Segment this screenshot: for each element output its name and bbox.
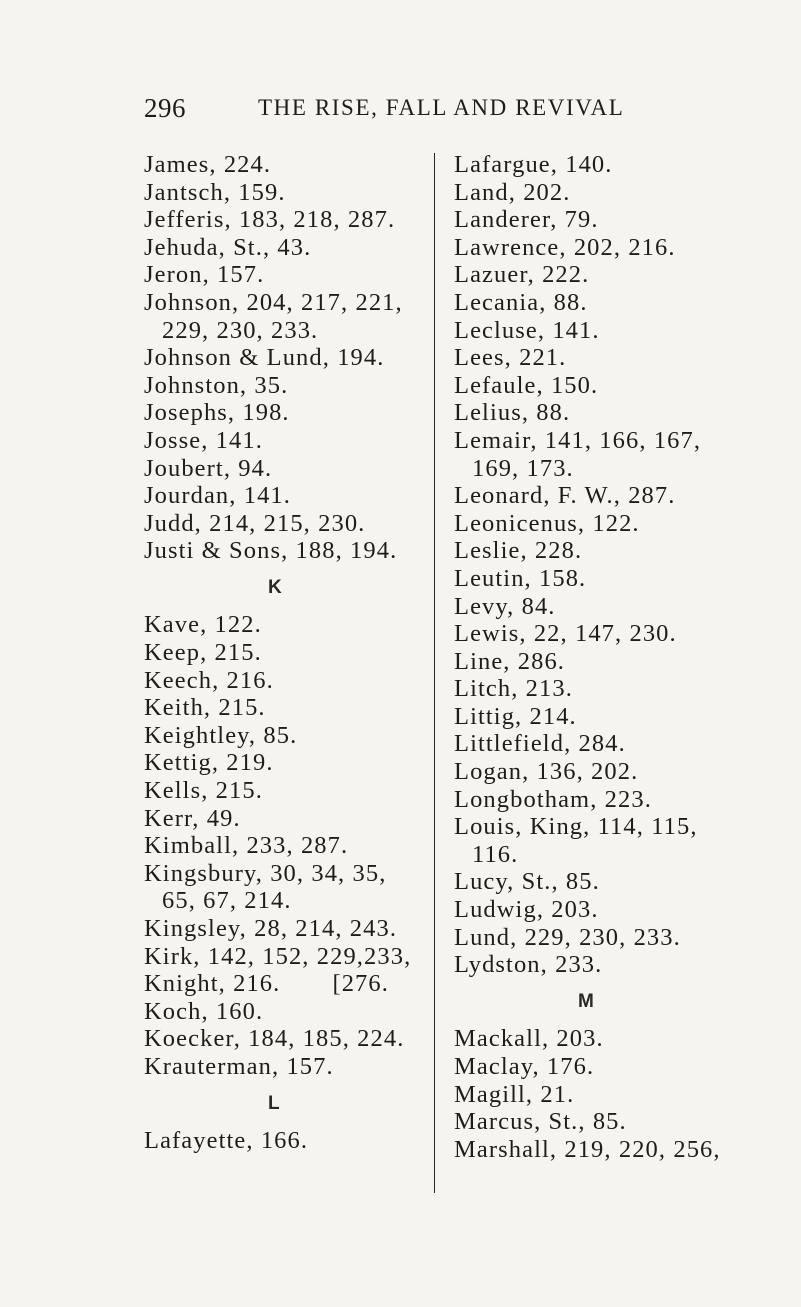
- index-entry: Kettig, 219.: [144, 749, 274, 777]
- index-entry: Lund, 229, 230, 233.: [454, 923, 681, 951]
- index-entry: Longbotham, 223.: [454, 785, 652, 813]
- index-entry: Josse, 141.: [144, 426, 263, 454]
- index-entry: Lewis, 22, 147, 230.: [454, 620, 677, 648]
- index-entry: Lees, 221.: [454, 344, 567, 372]
- index-entry: Jehuda, St., 43.: [144, 233, 312, 261]
- index-entry: Lecania, 88.: [454, 288, 588, 316]
- index-entry: Lemair, 141, 166, 167,: [454, 426, 702, 454]
- index-entry: Keep, 215.: [144, 639, 262, 666]
- index-entry: Littig, 214.: [454, 702, 577, 730]
- running-title: THE RISE, FALL AND REVIVAL: [258, 95, 625, 120]
- index-entry-carryover: [276.: [332, 970, 389, 998]
- index-entry: [144, 970, 429, 998]
- column-divider: [434, 153, 435, 1193]
- index-entry: Keith, 215.: [144, 694, 266, 722]
- index-entry: Lefaule, 150.: [454, 371, 599, 399]
- index-entry: Judd, 214, 215, 230.: [144, 509, 366, 537]
- index-entry: Levy, 84.: [454, 592, 556, 620]
- index-entry: Krauterman, 157.: [144, 1052, 334, 1080]
- index-entry: Marshall, 219, 220, 256,: [454, 1135, 721, 1163]
- index-entry: Leutin, 158.: [454, 564, 587, 592]
- index-column-left: [144, 151, 429, 1155]
- index-entry: Land, 202.: [454, 178, 571, 206]
- index-entry: Leslie, 228.: [454, 537, 583, 565]
- index-entry: James, 224.: [144, 151, 272, 178]
- index-entry: Kingsbury, 30, 34, 35,: [144, 859, 387, 887]
- index-entry: Keightley, 85.: [144, 721, 298, 749]
- index-entry: Lafayette, 166.: [144, 1127, 309, 1154]
- index-entry: Koecker, 184, 185, 224.: [144, 1025, 405, 1053]
- index-entry: Ludwig, 203.: [454, 896, 599, 924]
- index-entry: Mackall, 203.: [454, 1025, 604, 1053]
- index-entry: Lucy, St., 85.: [454, 868, 600, 896]
- index-entry: Joubert, 94.: [144, 454, 273, 482]
- section-heading-k: K: [268, 576, 283, 598]
- index-entry: Lecluse, 141.: [454, 316, 600, 344]
- index-entry: Kirk, 142, 152, 229,233,: [144, 942, 412, 970]
- index-entry-continuation: 65, 67, 214.: [162, 887, 292, 915]
- index-entry: Jantsch, 159.: [144, 178, 286, 206]
- section-heading-m: M: [578, 990, 595, 1012]
- index-entry: Leonicenus, 122.: [454, 509, 640, 537]
- index-entry: Line, 286.: [454, 647, 566, 675]
- index-entry: Marcus, St., 85.: [454, 1108, 627, 1136]
- index-entry-text: Knight, 216.: [144, 970, 281, 998]
- index-entry: Kells, 215.: [144, 776, 263, 804]
- index-entry: Litch, 213.: [454, 675, 573, 703]
- section-heading-l: L: [268, 1092, 281, 1114]
- index-entry: Louis, King, 114, 115,: [454, 813, 698, 841]
- index-entry: Jefferis, 183, 218, 287.: [144, 206, 396, 234]
- index-entry: Littlefield, 284.: [454, 730, 626, 758]
- index-entry: Landerer, 79.: [454, 206, 599, 234]
- index-entry: Josephs, 198.: [144, 399, 290, 427]
- index-entry: Kimball, 233, 287.: [144, 832, 349, 860]
- index-entry: Johnston, 35.: [144, 371, 289, 399]
- index-entry: Lydston, 233.: [454, 951, 603, 979]
- index-entry: Kingsley, 28, 214, 243.: [144, 914, 398, 942]
- index-entry-continuation: 116.: [472, 840, 519, 868]
- index-entry: Kerr, 49.: [144, 804, 241, 832]
- index-entry: Lafargue, 140.: [454, 151, 613, 178]
- index-entry: Jeron, 157.: [144, 261, 265, 289]
- index-entry: Lawrence, 202, 216.: [454, 233, 676, 261]
- index-entry: Magill, 21.: [454, 1080, 575, 1108]
- index-entry: Maclay, 176.: [454, 1052, 595, 1080]
- index-entry: Keech, 216.: [144, 666, 274, 694]
- page-number: 296: [144, 93, 186, 123]
- index-entry: Johnson, 204, 217, 221,: [144, 288, 403, 316]
- page-header: [0, 93, 801, 133]
- index-entry: Leonard, F. W., 287.: [454, 482, 676, 510]
- index-entry: Jourdan, 141.: [144, 482, 291, 510]
- index-entry: Lelius, 88.: [454, 399, 571, 427]
- index-entry: Justi & Sons, 188, 194.: [144, 537, 398, 565]
- index-entry: Johnson & Lund, 194.: [144, 344, 385, 372]
- index-column-right: [454, 151, 784, 1163]
- index-entry-continuation: 169, 173.: [472, 454, 574, 482]
- index-entry: Logan, 136, 202.: [454, 758, 639, 786]
- index-entry: Lazuer, 222.: [454, 261, 590, 289]
- index-entry: Koch, 160.: [144, 997, 264, 1025]
- index-entry-continuation: 229, 230, 233.: [162, 316, 319, 344]
- index-entry: Kave, 122.: [144, 611, 262, 639]
